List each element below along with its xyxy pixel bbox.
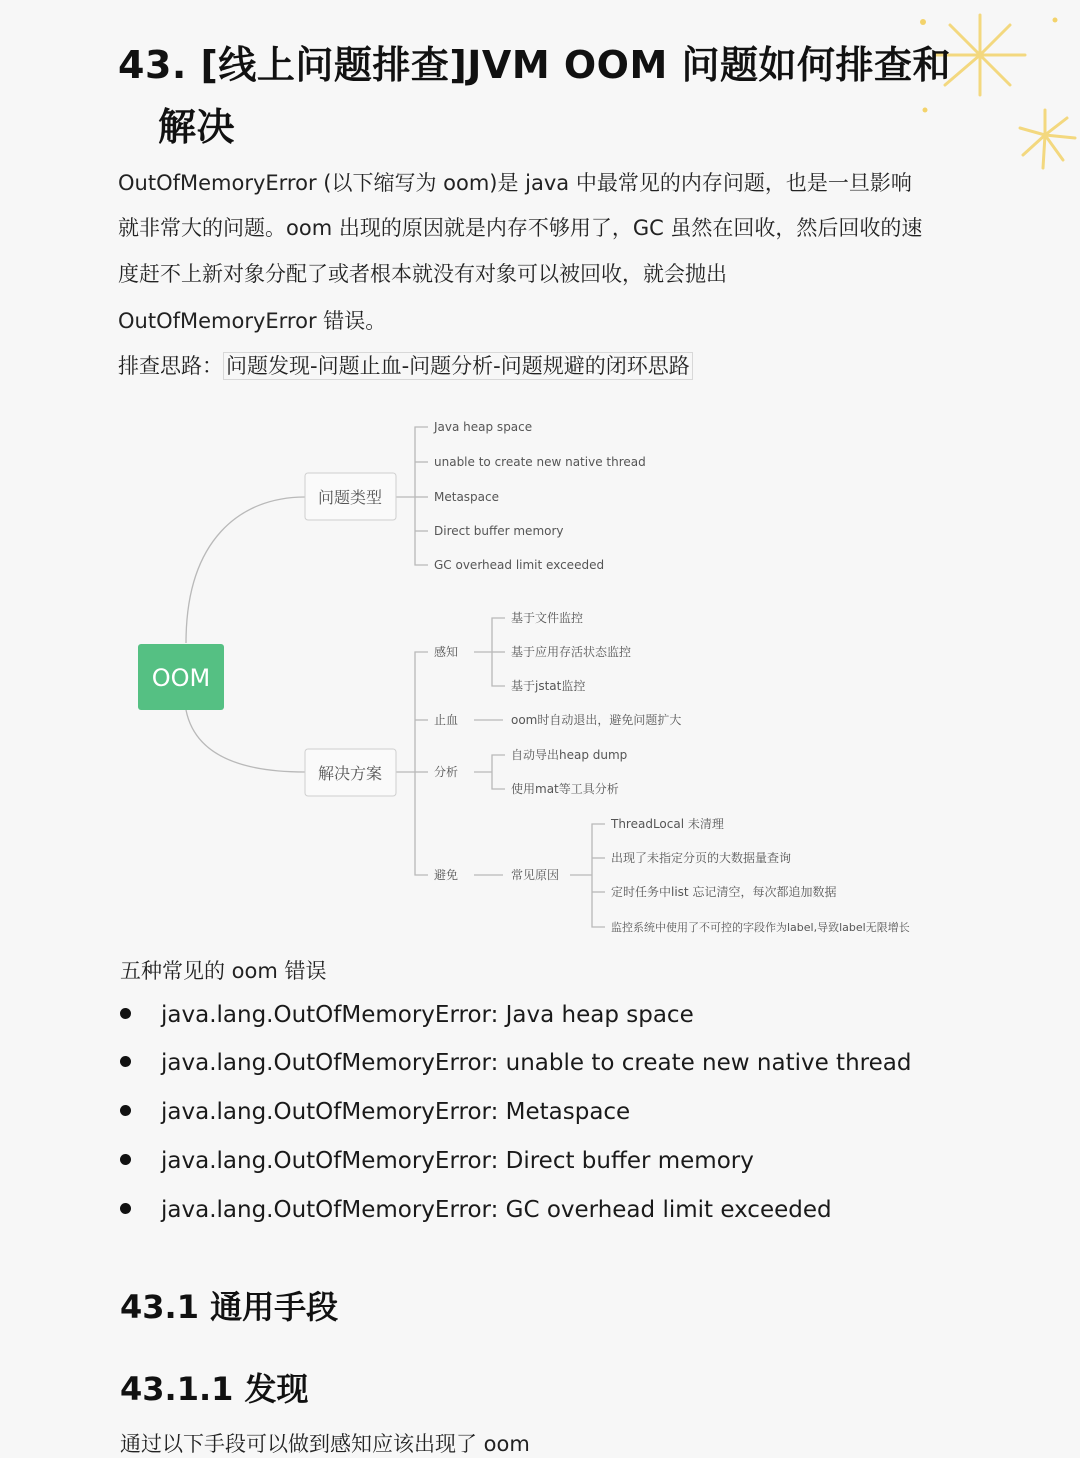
mindmap-perceive-leaf: 基于jstat监控	[511, 679, 586, 693]
error-list-item	[120, 1050, 911, 1076]
mindmap-type-leaf: Java heap space	[434, 420, 533, 434]
oom-mindmap	[0, 400, 1080, 950]
firework-decoration	[905, 0, 1080, 190]
bullet-icon	[120, 1056, 131, 1067]
bullet-icon	[120, 1154, 131, 1165]
errors-heading: 五种常见的 oom 错误	[120, 959, 327, 983]
approach-value: 问题发现-问题止血-问题分析-问题规避的闭环思路	[223, 352, 693, 380]
mindmap-type-leaf: GC overhead limit exceeded	[434, 558, 605, 572]
mindmap-root-label: OOM	[151, 664, 211, 692]
mindmap-stop-leaf: oom时自动退出，避免问题扩大	[511, 713, 682, 727]
mindmap-avoid-cause-label: 常见原因	[511, 868, 560, 882]
mindmap-type-leaf: unable to create new native thread	[434, 455, 646, 469]
bullet-icon	[120, 1203, 131, 1214]
cut-off-line: 通过以下手段可以做到感知应该出现了 oom	[120, 1432, 530, 1456]
mindmap-type-leaf: Direct buffer memory	[434, 524, 564, 538]
approach-label: 排查思路：	[118, 354, 223, 378]
mindmap-avoid-leaf: 监控系统中使用了不可控的字段作为label,导致label无限增长	[611, 921, 910, 934]
mindmap-analyze-leaf: 使用mat等工具分析	[511, 782, 619, 796]
mindmap-node-types-label: 问题类型	[317, 488, 383, 507]
mindmap-stop-label: 止血	[434, 713, 459, 727]
error-list-item	[120, 1099, 630, 1125]
mindmap-avoid-leaf: 定时任务中list 忘记清空，每次都追加数据	[611, 885, 837, 899]
intro-line-2: 就非常大的问题。oom 出现的原因就是内存不够用了，GC 虽然在回收，然后回收的速	[118, 216, 923, 240]
bullet-icon	[120, 1105, 131, 1116]
error-list-item	[120, 1148, 754, 1174]
intro-line-4: OutOfMemoryError 错误。	[118, 309, 387, 333]
error-text: java.lang.OutOfMemoryError: Metaspace	[161, 1099, 631, 1125]
intro-line-1: OutOfMemoryError (以下缩写为 oom)是 java 中最常见的内存问题，也是一旦影响	[118, 171, 912, 195]
error-list-item	[120, 1197, 832, 1223]
intro-line-3: 度赶不上新对象分配了或者根本就没有对象可以被回收，就会抛出	[118, 262, 727, 286]
error-text: java.lang.OutOfMemoryError: unable to create new native thread	[161, 1050, 912, 1076]
mindmap-node-solution-label: 解决方案	[317, 764, 383, 783]
mindmap-analyze-leaf: 自动导出heap dump	[511, 748, 628, 762]
page-title-line-2: 解决	[158, 105, 236, 149]
error-text: java.lang.OutOfMemoryError: Java heap space	[161, 1002, 694, 1028]
error-list-item	[120, 1002, 694, 1028]
error-text: java.lang.OutOfMemoryError: GC overhead limit exceeded	[161, 1197, 832, 1223]
mindmap-perceive-leaf: 基于应用存活状态监控	[511, 645, 632, 659]
mindmap-type-leaf: Metaspace	[434, 490, 499, 504]
mindmap-avoid-leaf: ThreadLocal 未清理	[611, 817, 724, 831]
mindmap-avoid-leaf: 出现了未指定分页的大数据量查询	[611, 851, 792, 865]
subsection-heading: 43.1.1 发现	[120, 1370, 309, 1408]
page-title-line-1: 43. [线上问题排查]JVM OOM 问题如何排查和	[118, 43, 952, 87]
mindmap-perceive-label: 感知	[434, 645, 459, 659]
bullet-icon	[120, 1008, 131, 1019]
approach-line	[118, 350, 693, 380]
mindmap-perceive-leaf: 基于文件监控	[511, 611, 584, 625]
error-text: java.lang.OutOfMemoryError: Direct buffer memory	[161, 1148, 754, 1174]
section-heading: 43.1 通用手段	[120, 1288, 339, 1326]
mindmap-avoid-label: 避免	[434, 868, 459, 882]
mindmap-analyze-label: 分析	[434, 765, 459, 779]
